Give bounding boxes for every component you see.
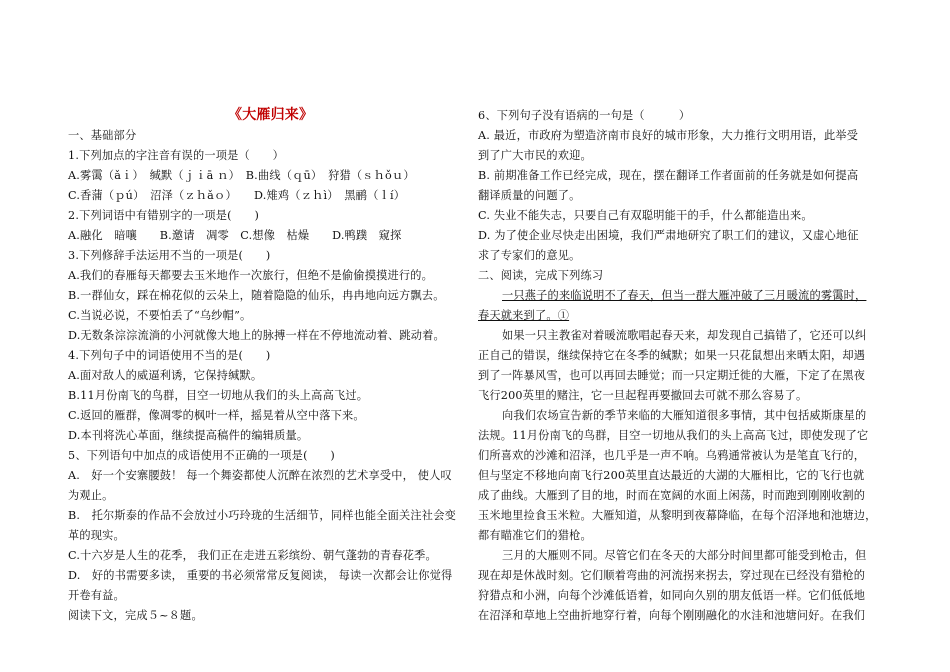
passage-paragraph-3-line-2: 法规。11月份南飞的鸟群，目空一切地从我们的头上高高飞过，即使发现了它	[478, 429, 869, 442]
question-6-option-b: B. 前期准备工作已经完成，现在，摆在翻译工作者面前的任务就是如何提高	[478, 169, 859, 182]
question-5-option-a-cont: 为观止。	[68, 489, 114, 502]
question-3-option-b: B.一群仙女，踩在棉花似的云朵上，随着隐隐的仙乐，冉冉地向远方飘去。	[68, 289, 445, 302]
question-6-option-a-cont: 到了广大市民的欢迎。	[478, 149, 592, 162]
question-6: 6、下列句子没有语病的一句是（ ）	[478, 109, 691, 122]
question-1-options-cd: C.香蒲（ｐú） 沼泽（ｚｈǎｏ） D.雉鸡（ｚｈì） 黑鹂（ｌí）	[68, 189, 406, 202]
question-5-option-d: D. 好的书需要多读， 重要的书必须常常反复阅读， 每读一次都会让你觉得	[68, 569, 453, 582]
passage-paragraph-4-line-1: 三月的大雁则不同。尽管它们在冬天的大部分时间里都可能受到枪击，但	[502, 549, 867, 562]
question-5-option-c: C.十六岁是人生的花季， 我们正在走进五彩缤纷、朝气蓬勃的青春花季。	[68, 549, 437, 562]
passage-paragraph-2-line-2: 正自己的错误，继续保持它在冬季的缄默；如果一只花鼠想出来晒太阳，却遇	[478, 349, 866, 362]
question-2: 2.下列词语中有错别字的一项是( )	[68, 209, 260, 222]
question-1: 1.下列加点的字注音有误的一项是（ ）	[68, 149, 285, 162]
passage-paragraph-2-line-3: 到了一阵暴风雪，也可以再回去睡觉；而一只定期迁徙的大雁，下定了在黑夜	[478, 369, 866, 382]
question-4-option-c: C.返回的雁群，像凋零的枫叶一样，摇晃着从空中落下来。	[68, 409, 365, 422]
question-3-option-c: C.当说必说，不要怕丢了“乌纱帽”。	[68, 309, 252, 322]
reading-instruction: 阅读下文，完成５~８题。	[68, 609, 203, 622]
question-5: 5、下列语句中加点的成语使用不正确的一项是( )	[68, 449, 335, 462]
passage-paragraph-2-line-4: 飞行200英里的赌注，它一旦起程再要撤回去可就不那么容易了。	[478, 389, 808, 402]
question-4: 4.下列句子中的词语使用不当的是( )	[68, 349, 271, 362]
question-2-options: A.融化 暗嚷 B.邀请 凋零 C.想像 枯燥 D.鸭蹼 窥探	[68, 229, 402, 242]
passage-paragraph-2-line-1: 如果一只主教雀对着暖流歌唱起春天来，却发现自己搞错了，它还可以纠	[502, 329, 867, 342]
question-4-option-b: B.11月份南飞的鸟群，目空一切地从我们的头上高高飞过。	[68, 389, 369, 402]
passage-paragraph-4-line-4: 在沼泽和草地上空曲折地穿行着，向每个刚刚融化的水洼和池塘问好。在我们	[478, 609, 866, 622]
question-3-option-a: A.我们的春雁每天都要去玉米地作一次旅行，但绝不是偷偷摸摸进行的。	[68, 269, 434, 282]
passage-paragraph-4-line-2: 现在却是休战时刻。它们顺着弯曲的河流拐来拐去，穿过现在已经没有猎枪的	[478, 569, 866, 582]
question-6-option-d: D. 为了使企业尽快走出困境，我们严肃地研究了职工们的建议，又虚心地征	[478, 229, 859, 242]
passage-paragraph-3-line-6: 玉米地里捡食玉米粒。大雁知道，从黎明到夜幕降临，在每个沼泽地和池塘边，	[478, 509, 877, 522]
question-1-options-ab: A.雾霭（ǎｉ） 缄默（ｊｉā ｎ） B.曲线（ｑū） 狩猎（ｓｈǒｕ）	[68, 169, 415, 182]
passage-paragraph-3-line-4: 但与坚定不移地向南飞行200英里直达最近的大湖的大雁相比，它的飞行也就	[478, 469, 865, 482]
question-6-option-d-cont: 求了专家们的意见。	[478, 249, 581, 262]
question-3-option-d: D.无数条淙淙流淌的小河就像大地上的脉搏一样在不停地流动着、跳动着。	[68, 329, 445, 342]
question-6-option-b-cont: 翻译质量的问题了。	[478, 189, 581, 202]
question-5-option-b: B. 托尔斯泰的作品不会放过小巧玲珑的生活细节，同样也能全面关注社会变	[68, 509, 456, 522]
document-title: 《大雁归来》	[228, 107, 314, 123]
question-5-option-a: A. 好一个安寨腰鼓！ 每一个舞姿都使人沉醉在浓烈的艺术享受中， 使人叹	[68, 469, 452, 482]
passage-paragraph-3-line-3: 们所喜欢的沙滩和沼泽，也几乎是一声不响。乌鸦通常被认为是笔直飞行的，	[478, 449, 866, 462]
passage-paragraph-4-line-3: 狩猎点和小洲，向每个沙滩低语着，如同向久别的朋友低语一样。它们低低地	[478, 589, 866, 602]
passage-paragraph-3-line-5: 成了曲线。大雁到了目的地，时而在宽阔的水面上闲荡，时而跑到刚刚收割的	[478, 489, 866, 502]
passage-opening-line-2: 春天就来到了。①	[478, 309, 570, 322]
section-heading-basics: 一、基础部分	[68, 129, 137, 142]
question-5-option-b-cont: 革的现实。	[68, 529, 125, 542]
question-3: 3.下列修辞手法运用不当的一项是( )	[68, 249, 271, 262]
section-heading-reading: 二、阅读，完成下列练习	[478, 269, 604, 282]
question-6-option-a: A. 最近，市政府为塑造济南市良好的城市形象，大力推行文明用语，此举受	[478, 129, 859, 142]
passage-paragraph-3-line-1: 向我们农场宣告新的季节来临的大雁知道很多事情，其中包括威斯康星的	[502, 409, 867, 422]
question-5-option-d-cont: 开卷有益。	[68, 589, 125, 602]
passage-paragraph-3-line-7: 都有瞄准它们的猎枪。	[478, 529, 592, 542]
question-6-option-c: C. 失业不能失志，只要自己有双聪明能干的手，什么都能造出来。	[478, 209, 813, 222]
question-4-option-a: A.面对敌人的威逼利诱，它保持缄默。	[68, 369, 263, 382]
passage-opening-line-1: 一只燕子的来临说明不了春天，但当一群大雁冲破了三月暖流的雾霭时，	[502, 289, 867, 302]
question-4-option-d: D.本刊将洗心革面，继续提高稿件的编辑质量。	[68, 429, 309, 442]
